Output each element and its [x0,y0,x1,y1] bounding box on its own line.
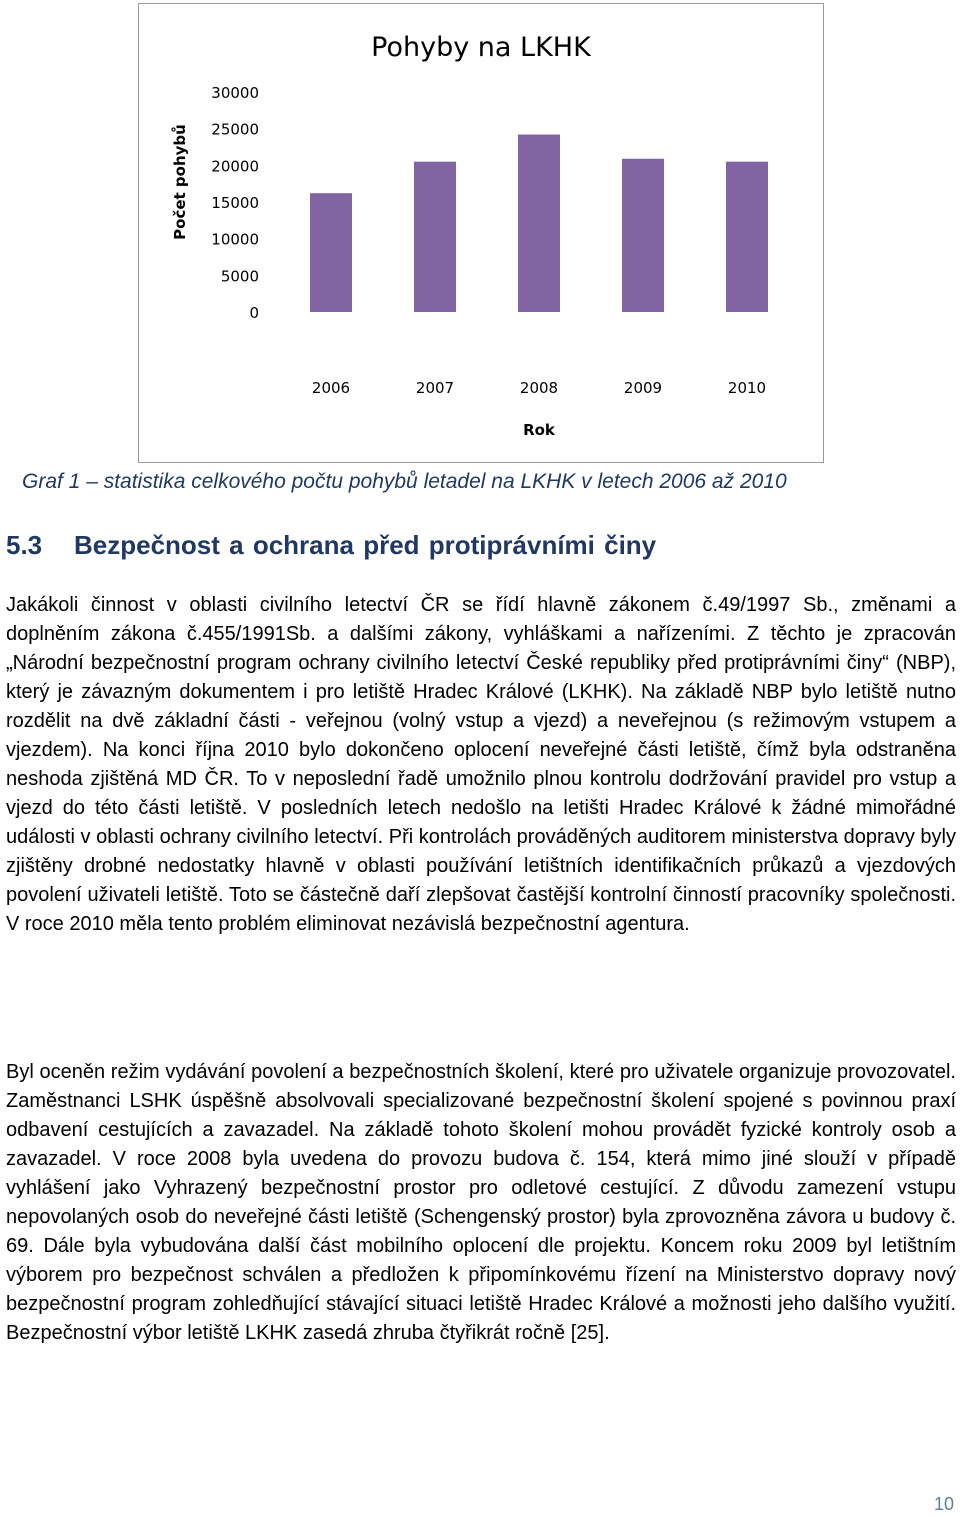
bar-2007 [414,162,456,312]
chart-container [138,3,824,463]
y-tick-label: 10000 [211,230,259,249]
bar-2009 [622,159,664,312]
y-tick-label: 0 [249,304,259,322]
y-tick-label: 30000 [211,84,259,102]
paragraph-1: Jakákoli činnost v oblasti civilního letectví ČR se řídí hlavně zákonem č.49/1997 Sb., změnami a doplněním zákona č.455/1991Sb. a dalšími zákony, vyhláškami a nařízeními. Z těchto je zpracován „Národní bezpečnostní program ochrany civilního letectví České republiky před protiprávními činy“ (NBP), který je závazným dokumentem i pro letiště Hradec Králové (LKHK). Na základě NBP bylo letiště nutno rozdělit na dvě základní části - veřejnou (volný vstup a vjezd) a neveřejnou (s režimovým vstupem a vjezdem). Na konci října 2010 bylo dokončeno oplocení neveřejné části letiště, čímž byla odstraněna neshoda zjištěná MD ČR. To v neposlední řadě umožnilo plnou kontrolu dodržování pravidel pro vstup a vjezd do této části letiště. V posledních letech nedošlo na letišti Hradec Králové k žádné mimořádné události v oblasti ochrany civilního letectví. Při kontrolách prováděných auditorem ministerstva dopravy byly zjištěny drobné nedostatky hlavně v oblasti používání letištních identifikačních průkazů a vjezdových povolení uživateli letiště. Toto se částečně daří zlepšovat častější kontrolní činností pracovníky společnosti. V roce 2010 měla tento problém eliminovat nezávislá bezpečnostní agentura. [6,594,956,935]
paragraph-2: Byl oceněn režim vydávání povolení a bezpečnostních školení, které pro uživatele organizuje provozovatel. Zaměstnanci LSHK úspěšně absolvovali specializované bezpečnostní školení spojené s povinnou praxí odbavení cestujících a zavazadel. Na základě tohoto školení mohou provádět fyzické kontroly osob a zavazadel. V roce 2008 byla uvedena do provozu budova č. 154, která mimo jiné slouží v případě vyhlášení jako Vyhrazený bezpečnostní prostor pro odletové cestující. Z důvodu zamezení vstupu nepovolaných osob do neveřejné části letiště (Schengenský prostor) byla zprovozněna závora u budovy č. 69. Dále byla vybudována další část mobilního oplocení dle projektu. Koncem roku 2009 byl letištním výborem pro bezpečnost schválen a předložen k připomínkovému řízení na Ministerstvo dopravy nový bezpečnostní program zohledňující stávající situaci letiště Hradec Králové a možnosti jeho dalšího využití. Bezpečnostní výbor letiště LKHK zasedá zhruba čtyřikrát ročně [25]. [6,1061,956,1344]
y-tick-label: 5000 [220,267,259,286]
y-axis-label: Počet pohybů [171,124,189,240]
y-tick-label: 20000 [211,157,259,176]
page-number: 10 [933,1494,954,1514]
bar-chart [139,4,823,462]
x-tick-label: 2009 [623,379,663,397]
x-axis-label: Rok [523,421,555,439]
chart-title: Pohyby na LKHK [371,32,591,63]
x-tick-label: 2007 [415,379,455,397]
y-tick-label: 25000 [211,120,259,139]
bar-2010 [726,162,768,312]
x-tick-label: 2010 [727,379,767,397]
figure-caption: Graf 1 – statistika celkového počtu pohybů letadel na LKHK v letech 2006 až 2010 [22,470,787,493]
bar-2006 [310,193,352,312]
bar-2008 [518,135,560,312]
section-number: 5.3 [6,530,43,560]
y-tick-label: 15000 [211,194,259,212]
x-tick-label: 2006 [311,379,351,397]
x-tick-label: 2008 [519,379,559,397]
section-title: Bezpečnost a ochrana před protiprávními činy [74,530,657,560]
section-heading [6,530,656,561]
